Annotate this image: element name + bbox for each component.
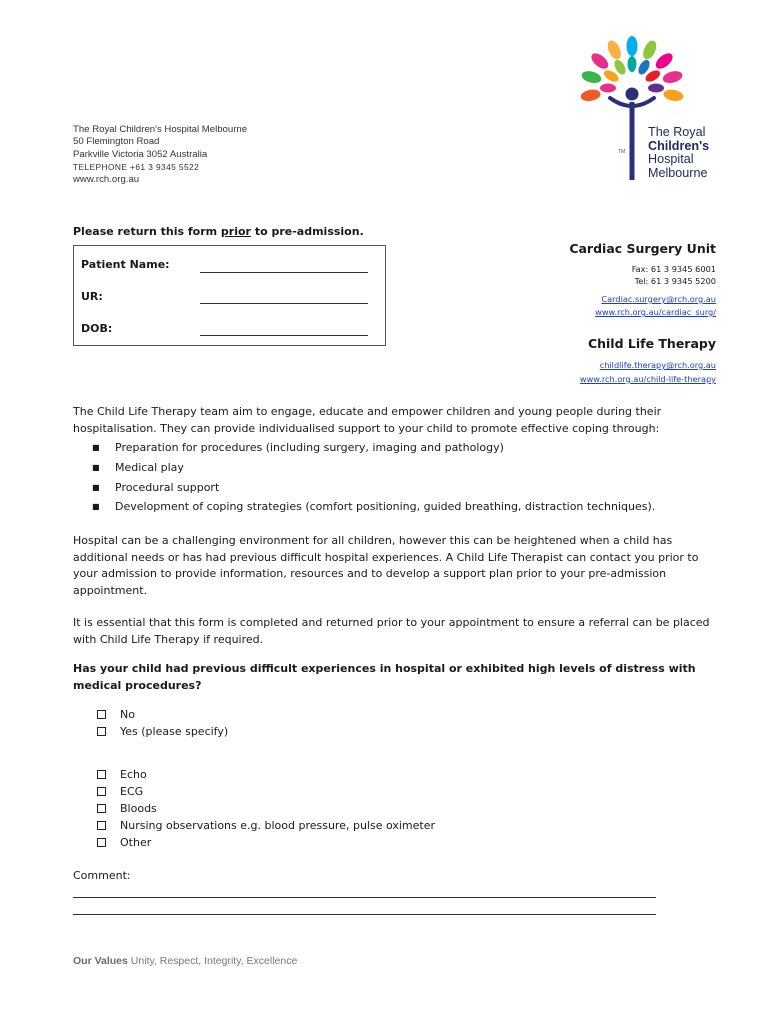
bullet-icon: ■ — [92, 443, 100, 452]
procedure-option — [97, 800, 435, 817]
logo-line: Children's — [648, 138, 710, 153]
list-item — [92, 438, 655, 458]
logo-leaf — [653, 50, 675, 71]
logo-leaf — [648, 84, 664, 93]
hospital-logo-wordmark — [648, 126, 709, 180]
hospital-environment-paragraph: Hospital can be a challenging environment for all children, however this can be heightened when a child has additional needs or has had previous difficult hospital experiences. A Child Life Therapist can contact you prior to your admission to provide information, resources and to develop a support plan prior to your pre-admission appointment. — [73, 534, 699, 597]
our-values-footer — [73, 955, 297, 967]
option-label: Other — [120, 836, 152, 849]
option-label: Nursing observations e.g. blood pressure, pulse oximeter — [120, 819, 436, 832]
logo-line: Hospital — [648, 152, 694, 167]
return-text: to pre-admission. — [250, 225, 364, 238]
procedure-checklist — [97, 766, 435, 851]
patient-name-label: Patient Name: — [81, 258, 170, 271]
ur-field[interactable] — [200, 303, 368, 304]
address-telephone: TELEPHONE +61 3 9345 5522 — [73, 162, 200, 173]
comment-line[interactable] — [73, 897, 656, 898]
comment-label: Comment: — [73, 869, 131, 882]
dob-label: DOB: — [81, 322, 113, 335]
distress-question: Has your child had previous difficult experiences in hospital or exhibited high levels of distress with medical procedures? — [73, 662, 696, 692]
list-item-text: Medical play — [115, 460, 184, 474]
procedure-option — [97, 783, 435, 800]
list-item-text: Development of coping strategies (comfort positioning, guided breathing, distraction techniques). — [115, 500, 656, 514]
bullet-icon: ■ — [92, 462, 100, 472]
logo-leaf — [580, 88, 602, 102]
patient-details-box — [73, 245, 386, 346]
logo-leaf — [640, 39, 658, 62]
tel-number: Tel: 61 3 9345 5200 — [634, 276, 716, 286]
values-text: Unity, Respect, Integrity, Excellence — [127, 955, 298, 967]
ur-label: UR: — [81, 290, 103, 303]
list-item-text: Procedural support — [115, 480, 220, 494]
trademark-mark: TM — [618, 149, 626, 155]
cardiac-unit-title: Cardiac Surgery Unit — [569, 241, 716, 256]
answer-checklist — [97, 706, 228, 740]
nursing-observations-checkbox[interactable] — [97, 821, 106, 830]
procedure-option — [97, 817, 435, 834]
therapy-web-link[interactable]: www.rch.org.au/child-life-therapy — [579, 374, 716, 384]
logo-line: The Royal — [648, 125, 706, 139]
procedure-option — [97, 834, 435, 851]
address-website: www.rch.org.au — [73, 173, 140, 185]
logo-leaf — [589, 50, 611, 71]
answer-option — [97, 706, 228, 723]
option-label: Yes (please specify) — [120, 725, 229, 738]
option-label: ECG — [120, 785, 144, 798]
option-label: No — [120, 708, 135, 721]
logo-leaf — [663, 88, 685, 102]
bloods-checkbox[interactable] — [97, 804, 106, 813]
ecg-checkbox[interactable] — [97, 787, 106, 796]
procedure-option — [97, 766, 435, 783]
intro-paragraph: The Child Life Therapy team aim to engage, educate and empower children and young people during their hospitalisation. They can provide individualised support to your child to promote effective coping through: — [73, 405, 662, 435]
dob-field[interactable] — [200, 335, 368, 336]
list-item — [92, 458, 655, 478]
cardiac-web-link[interactable]: www.rch.org.au/cardiac_surg/ — [595, 307, 716, 317]
address-line: The Royal Children's Hospital Melbourne — [73, 124, 248, 135]
logo-leaf — [605, 39, 623, 62]
cardiac-email-link[interactable]: Cardiac.surgery@rch.org.au — [601, 294, 716, 304]
fax-number: Fax: 61 3 9345 6001 — [631, 264, 716, 274]
list-item — [92, 497, 655, 517]
logo-leaf — [628, 56, 637, 72]
therapy-email-link[interactable]: childlife.therapy@rch.org.au — [599, 360, 716, 370]
other-checkbox[interactable] — [97, 838, 106, 847]
essential-paragraph: It is essential that this form is completed and returned prior to your appointment to ensure a referral can be placed with Child Life Therapy if required. — [73, 616, 710, 646]
patient-name-field[interactable] — [200, 272, 368, 273]
hospital-address — [73, 124, 247, 186]
option-label: Echo — [120, 768, 147, 781]
list-item-text: Preparation for procedures (including surgery, imaging and pathology) — [115, 441, 504, 454]
logo-line: Melbourne — [648, 165, 708, 180]
logo-leaf — [600, 84, 616, 93]
bullet-icon: ■ — [92, 502, 100, 512]
support-bullet-list — [92, 438, 655, 517]
logo-leaf — [627, 36, 638, 56]
logo-leaf — [662, 69, 684, 85]
logo-leaf — [580, 69, 602, 85]
return-text: Please return this form — [73, 225, 221, 238]
values-label: Our Values — [73, 955, 128, 967]
no-checkbox[interactable] — [97, 710, 106, 719]
address-line: Parkville Victoria 3052 Australia — [73, 148, 208, 160]
return-instruction — [73, 225, 364, 238]
yes-checkbox[interactable] — [97, 727, 106, 736]
list-item — [92, 478, 655, 498]
bullet-icon: ■ — [92, 482, 100, 492]
option-label: Bloods — [120, 802, 157, 815]
answer-option — [97, 723, 228, 740]
child-life-title: Child Life Therapy — [587, 336, 716, 351]
echo-checkbox[interactable] — [97, 770, 106, 779]
comment-line[interactable] — [73, 914, 656, 915]
return-text-underlined: prior — [220, 225, 251, 238]
address-line: 50 Flemington Road — [73, 136, 160, 148]
